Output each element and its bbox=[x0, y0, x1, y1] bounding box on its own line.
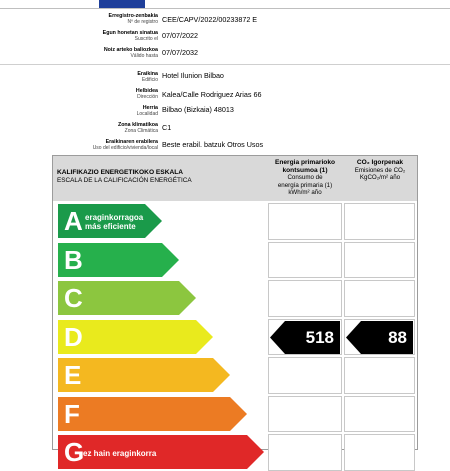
primary-energy-cell bbox=[268, 242, 342, 279]
rating-value: 518 bbox=[305, 327, 334, 347]
co2-cell bbox=[344, 434, 415, 471]
primary-energy-cell bbox=[268, 280, 342, 317]
class-arrow-b bbox=[58, 243, 179, 277]
class-arrow-f bbox=[58, 397, 247, 431]
class-caption: eraginkorragoa bbox=[85, 213, 144, 222]
col-primary-energy-header: Energia primarioko kontsumoa (1) Consumo de energía primaria (1) kWh/m² año bbox=[274, 159, 336, 196]
class-arrow-a bbox=[58, 204, 162, 238]
scale-title: KALIFIKAZIO ENERGETIKOKO ESKALA bbox=[57, 169, 184, 176]
scale-header bbox=[53, 156, 417, 201]
primary-energy-cell bbox=[268, 357, 342, 394]
class-arrow-d bbox=[58, 320, 213, 354]
co2-cell bbox=[344, 242, 415, 279]
class-caption: ez hain eraginkorra bbox=[83, 449, 157, 458]
primary-energy-cell bbox=[268, 434, 342, 471]
class-arrow-c bbox=[58, 281, 196, 315]
primary-energy-cell bbox=[268, 203, 342, 240]
primary-energy-rating bbox=[270, 321, 340, 354]
class-letter: A bbox=[64, 206, 83, 236]
primary-energy-cell bbox=[268, 396, 342, 433]
header-divider bbox=[0, 8, 450, 9]
energy-scale bbox=[52, 155, 418, 467]
co2-cell bbox=[344, 203, 415, 240]
co2-cell bbox=[344, 280, 415, 317]
class-letter: E bbox=[64, 360, 82, 390]
eu-flag bbox=[99, 0, 145, 8]
class-letter: B bbox=[64, 244, 83, 275]
class-letter: F bbox=[64, 398, 80, 429]
col-co2-header: CO₂ Igorpenak Emisiones de CO₂ KgCO₂/m² año bbox=[354, 159, 406, 181]
class-arrow-g bbox=[58, 435, 264, 469]
co2-cell bbox=[344, 357, 415, 394]
rating-value: 88 bbox=[388, 327, 407, 347]
class-letter: C bbox=[64, 283, 83, 313]
class-caption-es: más eficiente bbox=[85, 222, 136, 231]
co2-rating bbox=[346, 321, 413, 354]
class-letter: D bbox=[64, 321, 83, 352]
co2-cell bbox=[344, 396, 415, 433]
class-letter: G bbox=[64, 437, 85, 467]
class-arrow-e bbox=[58, 358, 230, 392]
info-separator bbox=[0, 64, 450, 65]
scale-subtitle: ESCALA DE LA CALIFICACIÓN ENERGÉTICA bbox=[57, 177, 192, 184]
